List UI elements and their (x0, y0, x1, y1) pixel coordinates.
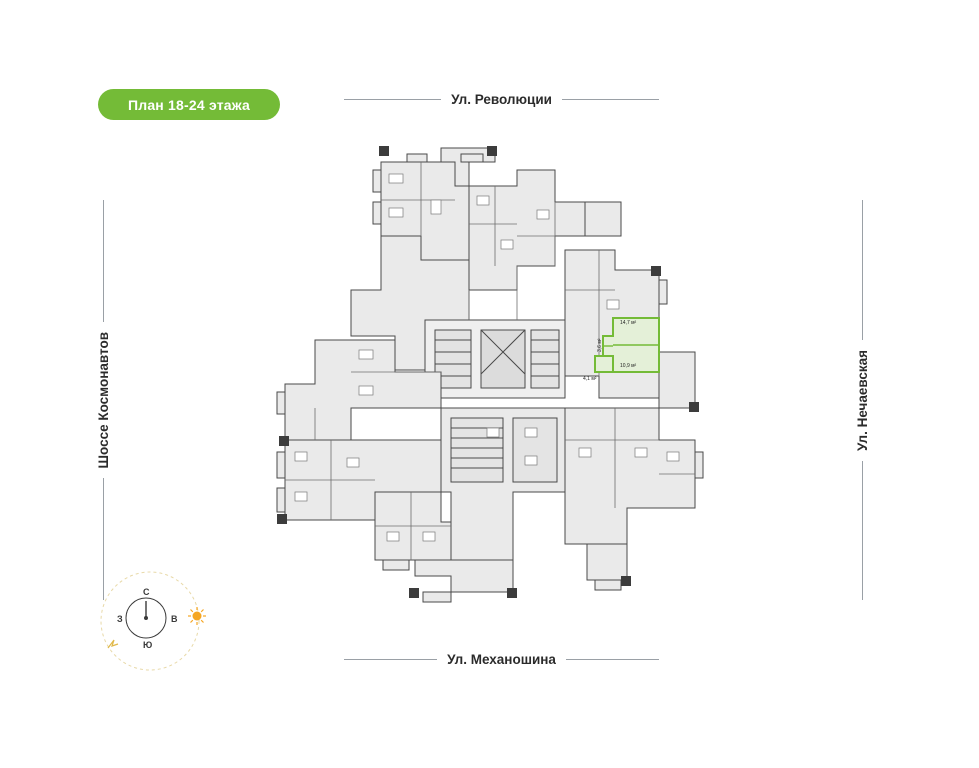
street-line-bottom-left (344, 659, 437, 660)
room-area-label-2: 10,9 м² (620, 363, 637, 369)
street-line-right-top (862, 200, 863, 340)
street-line-left-top (103, 200, 104, 322)
street-line-top-right (562, 99, 659, 100)
compass-east-label: В (171, 614, 178, 624)
street-label-left (96, 200, 111, 600)
compass-west-label: З (117, 614, 123, 624)
room-area-label-1: 14,7 м² (620, 320, 637, 326)
street-name-top: Ул. Революции (451, 92, 552, 107)
street-label-right (855, 200, 870, 600)
street-label-top (344, 92, 659, 107)
street-line-bottom-right (566, 659, 659, 660)
sun-icon (188, 607, 206, 625)
compass-north-label: С (143, 587, 150, 597)
street-line-right-bottom (862, 461, 863, 601)
room-area-label-4: 3,6 м² (597, 338, 603, 352)
street-name-right: Ул. Нечаевская (855, 349, 870, 451)
floor-plan-drawing[interactable] (255, 140, 725, 610)
street-name-left: Шоссе Космонавтов (96, 331, 111, 469)
floor-plan-badge[interactable]: План 18-24 этажа (98, 89, 280, 120)
room-area-label-3: 4,1 м² (583, 376, 597, 382)
street-line-top-left (344, 99, 441, 100)
compass-rose (98, 570, 214, 672)
street-label-bottom (344, 652, 659, 667)
compass-south-label: Ю (143, 640, 153, 650)
street-name-bottom: Ул. Механошина (447, 652, 556, 667)
